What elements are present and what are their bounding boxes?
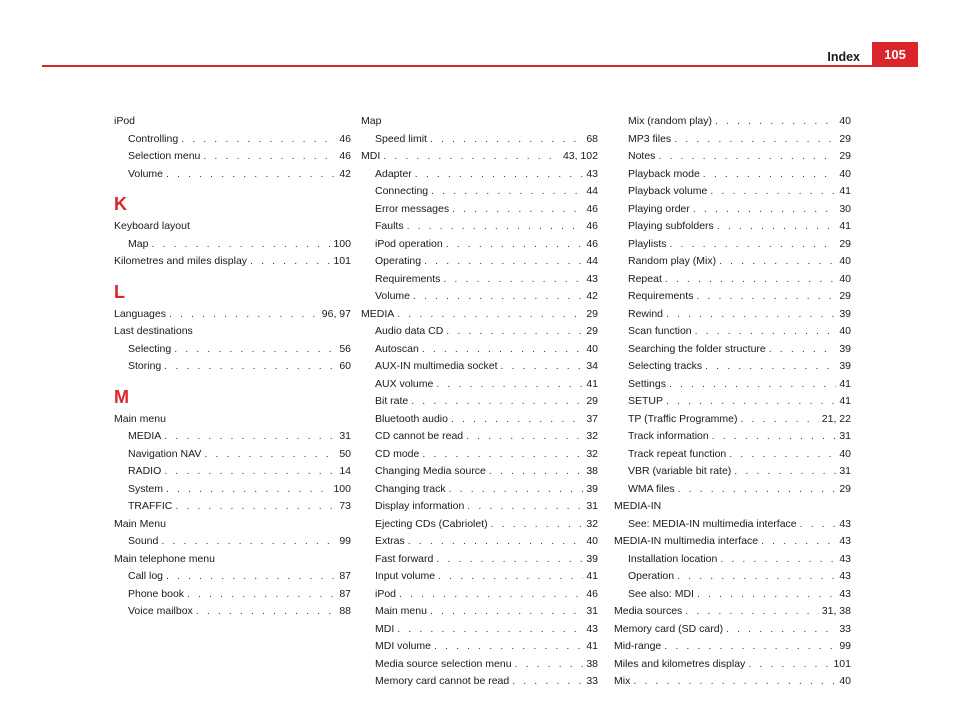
index-subentry: Media source selection menu . . . 38 — [361, 656, 598, 674]
index-subentry: Notes . . . 29 — [614, 148, 851, 166]
index-subentry: MDI . . . 43 — [361, 621, 598, 639]
index-subentry: System . . . 100 — [114, 481, 351, 499]
index-subentry: Error messages . . . 46 — [361, 201, 598, 219]
index-subentry: Settings . . . 41 — [614, 376, 851, 394]
index-subentry: AUX volume . . . 41 — [361, 376, 598, 394]
index-subentry: Controlling . . . 46 — [114, 131, 351, 149]
page-ref[interactable]: 29 — [839, 290, 851, 302]
page-ref[interactable]: 87 — [339, 570, 351, 582]
index-subentry: Searching the folder structure . . . 39 — [614, 341, 851, 359]
page-ref[interactable]: 40 — [586, 342, 598, 355]
index-subentry: Requirements . . . 43 — [361, 271, 598, 289]
index-entry: Media sources . . . 31, 38 — [614, 603, 851, 621]
page-ref[interactable]: 38 — [586, 657, 598, 670]
index-subentry: Faults . . . 46 — [361, 218, 598, 236]
page-number-badge: 105 — [872, 42, 918, 67]
page-ref[interactable]: 88 — [339, 605, 351, 617]
index-subentry: Repeat . . . 40 — [614, 271, 851, 289]
index-subentry: iPod . . . 46 — [361, 586, 598, 604]
index-subentry: SETUP . . . 41 — [614, 393, 851, 411]
index-subentry: Playing order . . . 30 — [614, 201, 851, 219]
index-subentry: AUX-IN multimedia socket . . . 34 — [361, 358, 598, 376]
page-ref[interactable]: 42 — [586, 290, 598, 302]
page-ref[interactable]: 60 — [339, 360, 351, 372]
index-subentry: Selecting . . . 56 — [114, 341, 351, 359]
index-subentry: Sound . . . 99 — [114, 533, 351, 551]
page-ref[interactable]: 46 — [586, 237, 598, 250]
index-subentry: Input volume . . . 41 — [361, 568, 598, 586]
page-ref[interactable]: 29 — [839, 132, 851, 145]
page-ref[interactable]: 31 — [586, 605, 598, 617]
index-entry: Miles and kilometres display . . . 101 — [614, 656, 851, 674]
index-subentry: Playing subfolders . . . 41 — [614, 218, 851, 236]
page-ref[interactable]: 40 — [839, 255, 851, 267]
index-subentry: TRAFFIC . . . 73 — [114, 498, 351, 516]
index-column-left — [114, 113, 351, 621]
page-ref[interactable]: 39 — [839, 342, 851, 355]
index-subentry: Operating . . . 44 — [361, 253, 598, 271]
page-ref[interactable]: 40 — [839, 115, 851, 127]
index-subentry: TP (Traffic Programme) . . . 21, 22 — [614, 411, 851, 429]
page-ref[interactable]: 41 — [839, 185, 851, 197]
page-ref[interactable]: 100 — [333, 237, 351, 250]
page-ref[interactable]: 68 — [586, 132, 598, 145]
index-subentry: Memory card cannot be read . . . 33 — [361, 673, 598, 691]
page-ref[interactable]: 43, 102 — [562, 150, 598, 162]
index-subentry: Volume . . . 42 — [361, 288, 598, 306]
page-ref[interactable]: 39 — [586, 552, 598, 565]
page-ref[interactable]: 40 — [839, 325, 851, 337]
page-ref[interactable]: 33 — [839, 622, 851, 635]
index-subentry: Call log . . . 87 — [114, 568, 351, 586]
index-subentry: See also: MDI . . . 43 — [614, 586, 851, 604]
page-ref[interactable]: 101 — [333, 255, 351, 267]
index-entry: MEDIA-IN — [614, 500, 662, 512]
index-subentry: Storing . . . 60 — [114, 358, 351, 376]
page-ref[interactable]: 40 — [839, 675, 851, 687]
page-ref[interactable]: 31 — [839, 465, 851, 477]
index-entry: MEDIA . . . 29 — [361, 306, 598, 324]
index-column-right — [614, 113, 851, 691]
index-subentry: Changing track . . . 39 — [361, 481, 598, 499]
page-ref[interactable]: 43 — [586, 272, 598, 285]
page-ref[interactable]: 29 — [586, 307, 598, 320]
index-subentry: Selection menu . . . 46 — [114, 148, 351, 166]
index-subentry: Extras . . . 40 — [361, 533, 598, 551]
index-subentry: Changing Media source . . . 38 — [361, 463, 598, 481]
page-ref[interactable]: 33 — [586, 675, 598, 687]
page-ref[interactable]: 39 — [839, 360, 851, 372]
index-subentry: Rewind . . . 39 — [614, 306, 851, 324]
page-ref[interactable]: 46 — [339, 150, 351, 162]
page-ref[interactable]: 31 — [339, 430, 351, 442]
page-ref[interactable]: 21, 22 — [821, 412, 851, 425]
index-subentry: Installation location . . . 43 — [614, 551, 851, 569]
index-entry: Mid-range . . . 99 — [614, 638, 851, 656]
page-ref[interactable]: 41 — [839, 395, 851, 407]
page-ref[interactable]: 39 — [839, 307, 851, 320]
index-entry: Memory card (SD card) . . . 33 — [614, 621, 851, 639]
page-ref[interactable]: 41 — [839, 220, 851, 232]
index-subentry: Display information . . . 31 — [361, 498, 598, 516]
page-ref[interactable]: 42 — [339, 167, 351, 180]
index-entry: Map — [361, 115, 382, 127]
index-subentry: VBR (variable bit rate) . . . 31 — [614, 463, 851, 481]
page-title: Index — [827, 50, 860, 64]
page-ref[interactable]: 40 — [839, 272, 851, 285]
index-entry: Last destinations — [114, 325, 193, 337]
index-subentry: Autoscan . . . 40 — [361, 341, 598, 359]
index-column-middle — [361, 113, 598, 691]
page-ref[interactable]: 37 — [586, 412, 598, 425]
index-subentry: CD mode . . . 32 — [361, 446, 598, 464]
page-ref[interactable]: 87 — [339, 587, 351, 600]
page-ref[interactable]: 29 — [586, 325, 598, 337]
index-subentry: Voice mailbox . . . 88 — [114, 603, 351, 621]
page-ref[interactable]: 40 — [839, 167, 851, 180]
page-ref[interactable]: 43 — [586, 622, 598, 635]
page-ref[interactable]: 43 — [839, 570, 851, 582]
page-ref[interactable]: 29 — [839, 482, 851, 495]
page-ref[interactable]: 50 — [339, 447, 351, 460]
page-ref[interactable]: 73 — [339, 500, 351, 512]
index-entry: Keyboard layout — [114, 220, 190, 232]
page-ref[interactable]: 29 — [839, 150, 851, 162]
index-subentry: Playback volume . . . 41 — [614, 183, 851, 201]
index-entry: MEDIA-IN multimedia interface . . . 43 — [614, 533, 851, 551]
index-subentry: Ejecting CDs (Cabriolet) . . . 32 — [361, 516, 598, 534]
index-subentry: MEDIA . . . 31 — [114, 428, 351, 446]
page-ref[interactable]: 43 — [839, 552, 851, 565]
section-letter: M — [114, 386, 129, 407]
index-subentry: Map . . . 100 — [114, 236, 351, 254]
index-subentry: MDI volume . . . 41 — [361, 638, 598, 656]
section-letter: K — [114, 194, 127, 214]
page-ref[interactable]: 41 — [839, 377, 851, 390]
page-ref[interactable]: 46 — [586, 220, 598, 232]
page-ref[interactable]: 43 — [839, 517, 851, 530]
index-entry: MDI . . . 43, 102 — [361, 148, 598, 166]
index-subentry: Playback mode . . . 40 — [614, 166, 851, 184]
page-ref[interactable]: 41 — [586, 640, 598, 652]
page-ref[interactable]: 99 — [339, 535, 351, 547]
page-ref[interactable]: 41 — [586, 570, 598, 582]
index-subentry: Random play (Mix) . . . 40 — [614, 253, 851, 271]
page-ref[interactable]: 40 — [586, 535, 598, 547]
page-ref[interactable]: 44 — [586, 185, 598, 197]
page-ref[interactable]: 99 — [839, 640, 851, 652]
index-subentry: Selecting tracks . . . 39 — [614, 358, 851, 376]
index-subentry: Mix (random play) . . . 40 — [614, 113, 851, 131]
page-ref[interactable]: 101 — [833, 657, 851, 670]
page-ref[interactable]: 14 — [339, 465, 351, 477]
index-entry: Mix . . . 40 — [614, 673, 851, 691]
index-entry: Kilometres and miles display . . . 101 — [114, 253, 351, 271]
index-subentry: WMA files . . . 29 — [614, 481, 851, 499]
index-subentry: Track information . . . 31 — [614, 428, 851, 446]
section-letter: L — [114, 281, 125, 302]
index-subentry: Connecting . . . 44 — [361, 183, 598, 201]
index-subentry: Audio data CD . . . 29 — [361, 323, 598, 341]
index-entry: iPod — [114, 115, 136, 127]
page-ref[interactable]: 100 — [333, 482, 351, 495]
page-ref[interactable]: 46 — [339, 132, 351, 145]
index-subentry: Fast forward . . . 39 — [361, 551, 598, 569]
page-ref[interactable]: 43 — [839, 587, 851, 600]
header-rule — [42, 65, 918, 67]
page-ref[interactable]: 32 — [586, 447, 598, 460]
page-ref[interactable]: 38 — [586, 465, 598, 477]
page-ref[interactable]: 32 — [586, 430, 598, 442]
index-subentry: Speed limit . . . 68 — [361, 131, 598, 149]
page-ref[interactable]: 29 — [839, 237, 851, 250]
page-ref[interactable]: 44 — [586, 255, 598, 267]
index-subentry: Scan function . . . 40 — [614, 323, 851, 341]
page-ref[interactable]: 30 — [839, 202, 851, 215]
index-subentry: Navigation NAV . . . 50 — [114, 446, 351, 464]
index-subentry: Volume . . . 42 — [114, 166, 351, 184]
page-ref[interactable]: 43 — [586, 167, 598, 180]
index-subentry: See: MEDIA-IN multimedia interface . . . 43 — [614, 516, 851, 534]
page-ref[interactable]: 39 — [586, 482, 598, 495]
index-subentry: Requirements . . . 29 — [614, 288, 851, 306]
page-ref[interactable]: 56 — [339, 342, 351, 355]
index-subentry: MP3 files . . . 29 — [614, 131, 851, 149]
index-entry: Main Menu — [114, 517, 166, 530]
index-entry: Main menu — [114, 412, 166, 425]
index-subentry: Adapter . . . 43 — [361, 166, 598, 184]
page-ref[interactable]: 32 — [586, 517, 598, 530]
index-subentry: Operation . . . 43 — [614, 568, 851, 586]
page-ref[interactable]: 34 — [586, 360, 598, 372]
index-subentry: Bluetooth audio . . . 37 — [361, 411, 598, 429]
index-entry: Main telephone menu — [114, 552, 215, 565]
index-subentry: Phone book . . . 87 — [114, 586, 351, 604]
index-entry: Languages . . . 96, 97 — [114, 306, 351, 324]
page-ref[interactable]: 40 — [839, 447, 851, 460]
page-ref[interactable]: 29 — [586, 395, 598, 407]
index-subentry: iPod operation . . . 46 — [361, 236, 598, 254]
page-ref[interactable]: 41 — [586, 377, 598, 390]
index-subentry: Bit rate . . . 29 — [361, 393, 598, 411]
page-ref[interactable]: 96, 97 — [321, 307, 351, 320]
page-ref[interactable]: 46 — [586, 202, 598, 215]
index-subentry: Track repeat function . . . 40 — [614, 446, 851, 464]
index-subentry: Main menu . . . 31 — [361, 603, 598, 621]
index-subentry: RADIO . . . 14 — [114, 463, 351, 481]
index-subentry: CD cannot be read . . . 32 — [361, 428, 598, 446]
index-subentry: Playlists . . . 29 — [614, 236, 851, 254]
page-ref[interactable]: 43 — [839, 535, 851, 547]
page-ref[interactable]: 31, 38 — [821, 605, 851, 617]
page-ref[interactable]: 31 — [839, 430, 851, 442]
page-ref[interactable]: 31 — [586, 500, 598, 512]
page-ref[interactable]: 46 — [586, 587, 598, 600]
